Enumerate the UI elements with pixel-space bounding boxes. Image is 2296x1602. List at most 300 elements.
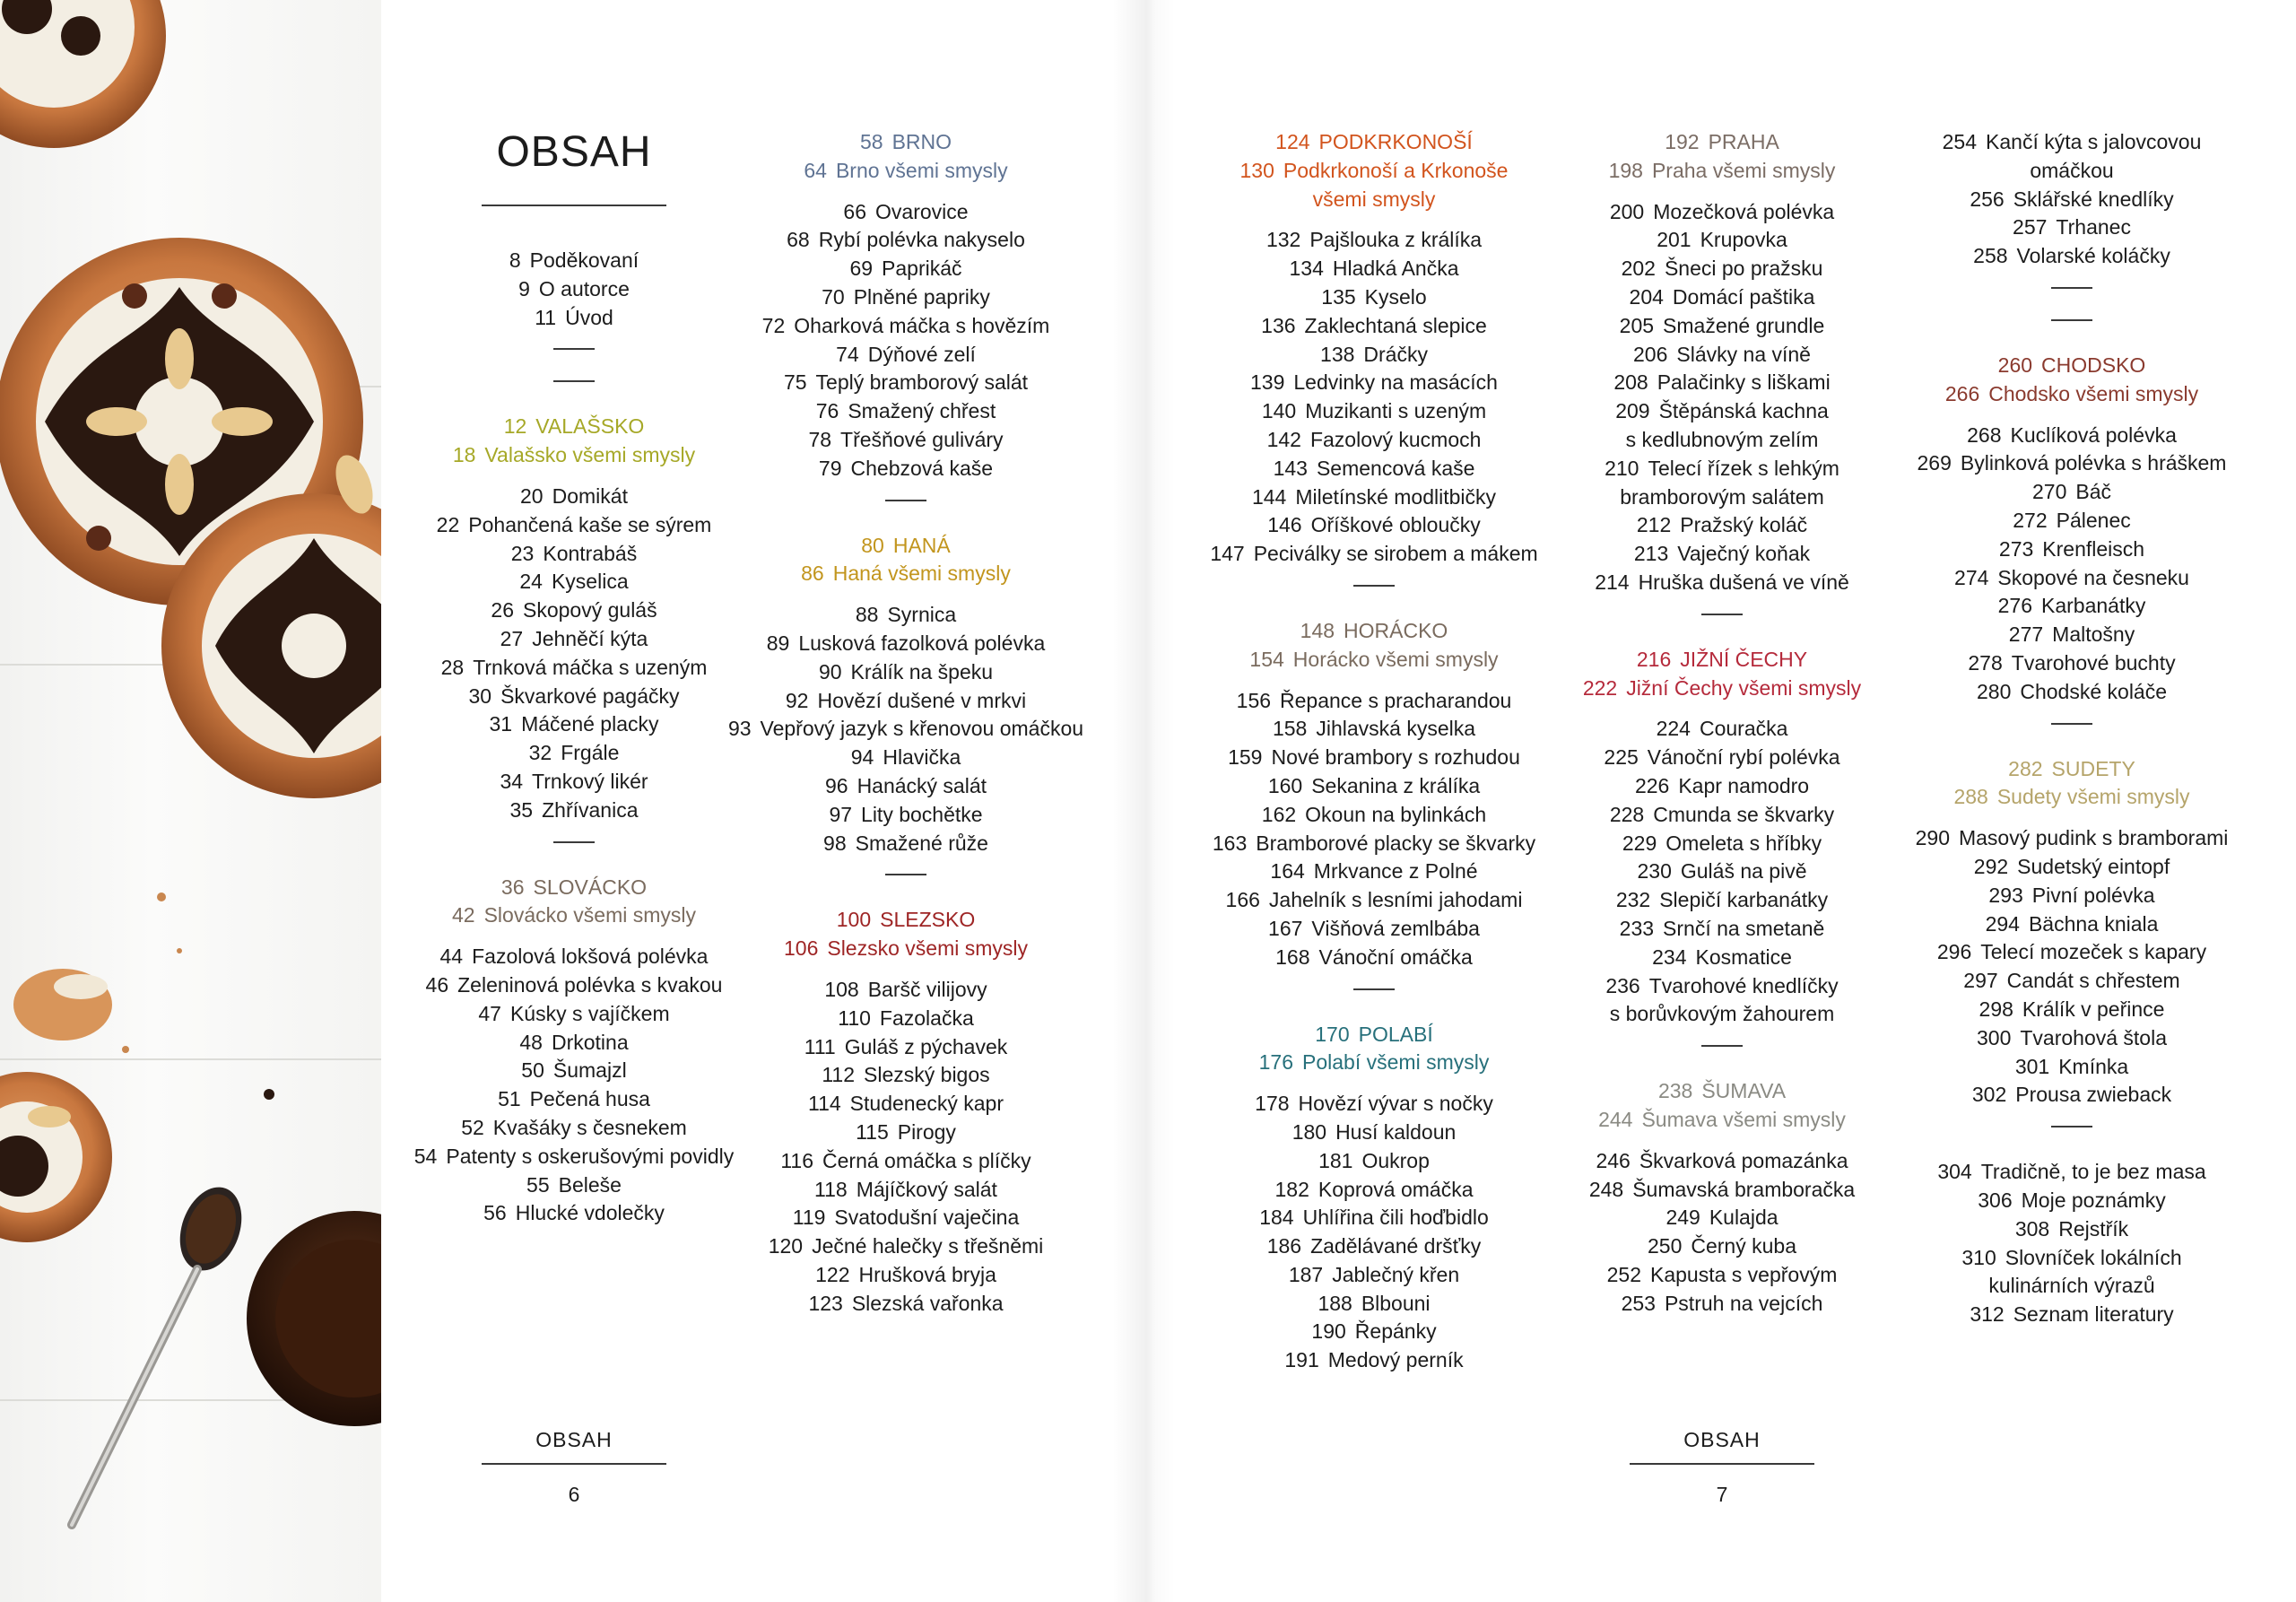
section-divider — [553, 841, 595, 843]
toc-entry — [1177, 1232, 1571, 1261]
toc-entry — [709, 397, 1103, 426]
toc-entry — [1177, 540, 1571, 569]
toc-entry — [1177, 1090, 1571, 1119]
toc-entry — [1525, 283, 1919, 312]
page-ref-number: 97 — [829, 802, 853, 826]
toc-entry — [1177, 1204, 1571, 1232]
entry-title: Pirogy — [897, 1119, 956, 1144]
page-ref-number: 75 — [783, 370, 807, 395]
page-ref-number: 176 — [1258, 1050, 1294, 1075]
entry-title: SUDETY — [2051, 756, 2135, 780]
page-ref-number: 100 — [836, 908, 872, 932]
title-rule — [482, 205, 666, 206]
toc-entry — [1525, 801, 1919, 830]
page-ref-number: 184 — [1259, 1206, 1294, 1230]
region-section — [1874, 755, 2269, 1110]
section-divider — [1353, 585, 1395, 587]
toc-entry — [709, 1061, 1103, 1090]
toc-entry — [1177, 886, 1571, 915]
entry-title: Kúsky s vajíčkem — [509, 1001, 670, 1025]
page-ref-number: 310 — [1961, 1245, 1996, 1269]
entry-title: Ječné halečky s třešněmi — [812, 1234, 1044, 1258]
page-ref-number: 200 — [1609, 199, 1645, 223]
toc-entry — [1525, 1290, 1919, 1319]
page-ref-number: 273 — [1998, 536, 2034, 561]
entry-title: Máčené placky — [521, 712, 659, 736]
entry-title: Muzikanti s uzeným — [1305, 399, 1487, 423]
toc-entry — [1177, 1290, 1571, 1319]
entry-title: Zadělávané dršťky — [1310, 1234, 1482, 1258]
page-ref-number: 300 — [1976, 1025, 2012, 1049]
toc-entry — [1177, 801, 1571, 830]
entry-title: Třešňové guliváry — [840, 427, 1004, 451]
page-ref-number: 130 — [1239, 158, 1274, 182]
entry-title: Pajšlouka z králíka — [1309, 228, 1483, 252]
entry-title: Palačinky s liškami — [1657, 370, 1831, 395]
toc-entry — [709, 1261, 1103, 1290]
page-ref-number: 236 — [1605, 973, 1640, 997]
entry-title: Černý kuba — [1691, 1234, 1796, 1258]
toc-entry — [1874, 478, 2269, 507]
page-ref-number: 135 — [1321, 284, 1356, 309]
toc-entry — [1874, 853, 2269, 882]
toc-entry — [1525, 1000, 1919, 1029]
entry-title: Jižní Čechy všemi smysly — [1626, 675, 1862, 700]
toc-entry — [1525, 915, 1919, 944]
entry-title: Medový perník — [1327, 1348, 1464, 1372]
toc-entry — [1177, 455, 1571, 483]
page-ref-number: 304 — [1937, 1160, 1972, 1184]
region-heading — [1177, 1021, 1571, 1049]
entry-title: Šumajzl — [552, 1058, 627, 1083]
toc-entry — [1874, 824, 2269, 853]
entry-title: Zaklechtaná slepice — [1304, 313, 1487, 337]
entry-title: Lity bochětke — [861, 802, 983, 826]
entry-title: Kontrabáš — [543, 541, 638, 565]
toc-entry — [1874, 967, 2269, 996]
page-ref-number: 56 — [483, 1201, 507, 1225]
page-ref-number: 228 — [1609, 802, 1645, 826]
page-ref-number: 312 — [1970, 1302, 2005, 1327]
entry-title: Slezská vařonka — [851, 1291, 1004, 1315]
entry-title: Jehněčí kýta — [532, 626, 648, 650]
page-ref-number: 42 — [451, 903, 475, 927]
page-ref-number: 269 — [1917, 451, 1952, 475]
region-subheading — [1525, 1106, 1919, 1135]
page-ref-number: 258 — [1973, 244, 2008, 268]
book-gutter — [1112, 0, 1175, 1602]
toc-entry — [1177, 283, 1571, 312]
entry-title: Syrnica — [887, 603, 957, 627]
toc-entry — [1525, 772, 1919, 801]
entry-title: Hanácký salát — [857, 773, 987, 797]
page-ref-number: 224 — [1656, 717, 1691, 741]
toc-entry — [1177, 858, 1571, 886]
entry-title: kulinárních výrazů — [1988, 1274, 2155, 1298]
entry-title: Seznam literatury — [2013, 1302, 2174, 1327]
entry-title: Smažené grundle — [1663, 313, 1825, 337]
toc-entry — [709, 369, 1103, 397]
region-section — [1525, 646, 1919, 1029]
entry-title: Krenfleisch — [2042, 536, 2145, 561]
page-ref-number: 34 — [500, 769, 524, 793]
page-ref-number: 210 — [1605, 456, 1639, 480]
entry-title: Semencová kaše — [1316, 456, 1475, 480]
entry-title: Vánoční omáčka — [1318, 945, 1473, 969]
toc-entry — [1525, 540, 1919, 569]
entry-title: Svatodušní vaječina — [834, 1206, 1020, 1230]
entry-title: Tvarohová štola — [2020, 1025, 2167, 1049]
region-heading — [709, 128, 1103, 157]
entry-title: Fazolová lokšová polévka — [472, 945, 709, 969]
entry-title: Kančí kýta s jalovcovou — [1986, 130, 2202, 153]
toc-entry — [1874, 128, 2269, 157]
heading-gap — [1177, 675, 1571, 687]
region-subheading — [1177, 1049, 1571, 1077]
entry-title: Slovácko všemi smysly — [483, 903, 697, 927]
page-ref-number: 114 — [808, 1092, 841, 1116]
toc-entry — [1177, 944, 1571, 972]
page-ref-number: 123 — [808, 1291, 843, 1315]
toc-entry — [709, 198, 1103, 227]
toc-entry — [1874, 592, 2269, 621]
entry-title: Hladká Ančka — [1332, 257, 1459, 281]
page-ref-number: 216 — [1636, 647, 1672, 671]
entry-title: POLABÍ — [1358, 1022, 1433, 1046]
region-subheading-cont: všemi smysly — [1312, 187, 1436, 211]
entry-title: s kedlubnovým zelím — [1625, 427, 1819, 451]
entry-title: Uhlířina čili hoďbidlo — [1302, 1206, 1489, 1230]
entry-title: Šumava všemi smysly — [1641, 1107, 1846, 1131]
page-ref-number: 143 — [1273, 456, 1308, 480]
page-ref-number: 260 — [1997, 353, 2033, 377]
entry-title: Řepánky — [1354, 1319, 1437, 1344]
entry-title: Domikát — [552, 483, 628, 508]
section-divider — [2051, 723, 2092, 725]
region-heading — [1874, 352, 2269, 380]
section-divider — [1701, 614, 1743, 615]
entry-title: Vepřový jazyk s křenovou omáčkou — [760, 717, 1084, 741]
section-divider — [1701, 1045, 1743, 1047]
page-ref-number: 250 — [1648, 1234, 1683, 1258]
page-ref-number: 170 — [1315, 1022, 1350, 1046]
page-ref-number: 68 — [787, 228, 810, 252]
food-photo — [0, 0, 381, 1602]
toc-entry — [1177, 397, 1571, 426]
entry-title: Rejstřík — [2058, 1216, 2129, 1241]
toc-entry — [1177, 483, 1571, 512]
entry-title: Polabí všemi smysly — [1302, 1050, 1490, 1075]
region-section — [1177, 1021, 1571, 1376]
entry-title: Sklářské knedlíky — [2013, 187, 2174, 211]
entry-title: s borůvkovým žahourem — [1609, 1002, 1835, 1026]
region-heading — [1525, 646, 1919, 675]
page-ref-number: 144 — [1251, 484, 1287, 509]
page-ref-number: 28 — [440, 655, 465, 679]
entry-title: Zeleninová polévka s kvakou — [457, 972, 723, 997]
page-ref-number: 232 — [1615, 888, 1651, 912]
entry-title: Kapusta s vepřovým — [1650, 1262, 1838, 1286]
section-divider — [2051, 319, 2092, 321]
entry-title: Sekanina z králíka — [1311, 773, 1481, 797]
entry-title: Tvarohové knedlíčky — [1648, 973, 1839, 997]
page-ref-number: 180 — [1292, 1119, 1327, 1144]
toc-entry — [1525, 744, 1919, 772]
toc-entry — [1525, 341, 1919, 370]
section-divider — [885, 874, 926, 875]
entry-title: Oukrop — [1361, 1148, 1430, 1172]
page-ref-number: 190 — [1311, 1319, 1346, 1344]
entry-title: Vánoční rybí polévka — [1647, 745, 1840, 770]
entry-title: Štěpánská kachna — [1658, 399, 1829, 423]
toc-entry — [1177, 226, 1571, 255]
region-subheading — [1177, 157, 1571, 186]
page-ref-number: 147 — [1210, 542, 1245, 566]
page-ref-number: 192 — [1665, 130, 1700, 153]
entry-title: Telecí mozeček s kapary — [1980, 940, 2207, 964]
toc-entry — [1177, 1318, 1571, 1346]
entry-title: Omeleta s hříbky — [1665, 831, 1822, 855]
page-ref-number: 110 — [838, 1006, 871, 1030]
toc-entry — [1525, 1261, 1919, 1290]
entry-title: Slávky na víně — [1676, 342, 1811, 366]
entry-title: Slovníček lokálních — [2005, 1245, 2182, 1269]
page-ref-number: 111 — [804, 1034, 836, 1058]
toc-entry — [709, 1290, 1103, 1319]
entry-title: JIŽNÍ ČECHY — [1680, 647, 1808, 671]
page-ref-number: 292 — [1973, 854, 2009, 878]
entry-title: Okoun na bylinkách — [1305, 802, 1487, 826]
toc-entry — [709, 312, 1103, 341]
entry-title: Višňová zemlbába — [1311, 916, 1480, 940]
toc-entry — [1525, 226, 1919, 255]
page-ref-number: 120 — [768, 1234, 804, 1258]
page-ref-number: 154 — [1249, 647, 1284, 671]
toc-entry — [1874, 910, 2269, 939]
page-ref-number: 27 — [500, 626, 524, 650]
page-ref-number: 54 — [413, 1144, 438, 1168]
entry-title: SLEZSKO — [880, 908, 976, 932]
page-ref-number: 238 — [1657, 1079, 1693, 1103]
toc-entry — [1874, 1244, 2269, 1273]
entry-title: Kuclíková polévka — [2010, 422, 2177, 447]
entry-title: Praha všemi smysly — [1651, 158, 1836, 182]
left-footer — [457, 1428, 691, 1507]
page-ref-number: 282 — [2008, 756, 2043, 780]
page-ref-number: 48 — [519, 1030, 543, 1054]
entry-title: Trnkový likér — [532, 769, 648, 793]
entry-title: Oříškové oblоučky — [1310, 513, 1481, 537]
page-ref-number: 166 — [1225, 888, 1260, 912]
page-ref-number: 167 — [1268, 916, 1303, 940]
entry-title: Beleše — [558, 1172, 622, 1197]
toc-entry — [1874, 1024, 2269, 1053]
entry-title: Couračka — [1699, 717, 1788, 741]
toc-column-3 — [1177, 128, 1571, 1375]
toc-entry — [709, 772, 1103, 801]
entry-title: Chodské koláče — [2020, 679, 2168, 703]
toc-entry — [1874, 1158, 2269, 1187]
entry-title: Tradičně, to je bez masa — [1980, 1160, 2206, 1184]
region-subheading — [1874, 783, 2269, 812]
page-ref-number: 12 — [503, 414, 527, 439]
entry-title: Blbouni — [1361, 1291, 1431, 1315]
entry-title: Nové brambory s rozhudou — [1271, 745, 1520, 770]
entry-title: Sudety všemi smysly — [1996, 785, 2190, 809]
toc-entry — [1525, 858, 1919, 886]
toc-entry — [1177, 915, 1571, 944]
page-ref-number: 301 — [2014, 1054, 2050, 1078]
entry-title: Domácí paštika — [1672, 284, 1815, 309]
page-ref-number: 44 — [439, 945, 464, 969]
region-section — [1525, 1077, 1919, 1318]
page-ref-number: 30 — [468, 683, 492, 708]
toc-entry — [709, 255, 1103, 283]
right-footer — [1605, 1428, 1839, 1507]
page-ref-number: 230 — [1637, 859, 1672, 884]
page-ref-number: 244 — [1598, 1107, 1633, 1131]
page-ref-number: 204 — [1629, 284, 1664, 309]
toc-entry — [1525, 944, 1919, 972]
entry-title: Bächna kniala — [2028, 911, 2159, 936]
toc-entry — [1874, 422, 2269, 450]
entry-title: Karbanátky — [2041, 594, 2146, 618]
section-divider — [1353, 988, 1395, 990]
heading-gap — [1525, 702, 1919, 715]
page-ref-number: 132 — [1265, 228, 1301, 252]
page-ref-number: 294 — [1985, 911, 2020, 936]
page-ref-number: 92 — [785, 688, 809, 712]
entry-title: Srnčí na smetaně — [1663, 916, 1825, 940]
page-ref-number: 8 — [509, 248, 521, 272]
toc-column-2 — [709, 128, 1103, 1318]
entry-title: Sudetský eintopf — [2017, 854, 2170, 878]
region-heading — [709, 906, 1103, 935]
toc-entry — [1525, 715, 1919, 744]
entry-title: Slezsko všemi smysly — [827, 936, 1029, 961]
page-number: 6 — [568, 1483, 580, 1506]
toc-entry — [1525, 369, 1919, 397]
toc-entry — [709, 801, 1103, 830]
heading-gap — [1874, 812, 2269, 824]
toc-entry — [1177, 1147, 1571, 1176]
toc-entry — [1874, 449, 2269, 478]
region-section — [1177, 617, 1571, 972]
entry-title: Chebzová kaše — [850, 456, 994, 480]
page-ref-number: 9 — [518, 276, 530, 300]
entry-title: Brno všemi smysly — [835, 158, 1008, 182]
page-ref-number: 233 — [1619, 916, 1655, 940]
entry-title: Šumavská bramboračka — [1632, 1177, 1856, 1201]
entry-title: Zhřívanica — [542, 797, 639, 822]
entry-title: CHODSKO — [2041, 353, 2146, 377]
page-ref-number: 306 — [1978, 1188, 2013, 1212]
entry-title: Poděkovaní — [529, 248, 639, 272]
page-ref-number: 70 — [822, 284, 845, 309]
entry-title: Volarské koláčky — [2016, 244, 2170, 268]
page-ref-number: 72 — [761, 313, 786, 337]
entry-title: ŠUMAVA — [1701, 1079, 1787, 1103]
page-ref-number: 206 — [1633, 342, 1668, 366]
page-ref-number: 108 — [824, 977, 859, 1001]
page-ref-number: 146 — [1267, 513, 1302, 537]
toc-entry — [1874, 213, 2269, 242]
page-ref-number: 181 — [1318, 1148, 1353, 1172]
entry-title: Pálenec — [2056, 508, 2131, 532]
page-ref-number: 208 — [1613, 370, 1648, 395]
entry-title: Hovězí dušené v mrkvi — [817, 688, 1027, 712]
region-subheading — [1525, 157, 1919, 186]
region-section — [1525, 128, 1919, 597]
page-ref-number: 80 — [861, 533, 884, 557]
toc-entry — [1177, 744, 1571, 772]
page-ref-number: 96 — [824, 773, 848, 797]
entry-title: Hruška dušená ve víně — [1638, 570, 1849, 594]
region-heading — [1177, 617, 1571, 646]
toc-entry — [709, 601, 1103, 630]
heading-gap — [709, 963, 1103, 976]
toc-entry — [1525, 198, 1919, 227]
toc-entry — [709, 630, 1103, 658]
page-ref-number: 188 — [1318, 1291, 1352, 1315]
entry-title: Hlavička — [883, 745, 961, 770]
page-ref-number: 106 — [783, 936, 819, 961]
toc-entry — [709, 1232, 1103, 1261]
region-section — [709, 906, 1103, 1318]
page-title: OBSAH — [496, 128, 652, 176]
toc-entry — [1177, 511, 1571, 540]
toc-entry — [1874, 507, 2269, 535]
region-subheading — [709, 560, 1103, 588]
entry-title: Rybí polévka nakyselo — [818, 228, 1025, 252]
page-ref-number: 186 — [1266, 1234, 1302, 1258]
toc-entry — [1177, 1261, 1571, 1290]
entry-title: Telecí řízek s lehkým — [1648, 456, 1839, 480]
entry-title: Ovarovice — [875, 199, 969, 223]
toc-entry — [1177, 772, 1571, 801]
page-ref-number: 122 — [815, 1262, 850, 1286]
toc-entry — [1874, 1081, 2269, 1110]
heading-gap — [709, 186, 1103, 198]
page-ref-number: 136 — [1261, 313, 1296, 337]
entry-title: Šneci po pražsku — [1664, 257, 1823, 281]
page-ref-number: 76 — [815, 399, 839, 423]
entry-title: Slezský bigos — [864, 1063, 990, 1087]
entry-title: Kosmatice — [1695, 945, 1792, 969]
page-ref-number: 212 — [1636, 513, 1672, 537]
heading-gap — [1177, 213, 1571, 226]
page-ref-number: 280 — [1976, 679, 2012, 703]
entry-title: Jahelník s lesními jahodami — [1268, 888, 1523, 912]
toc-entry — [1525, 830, 1919, 858]
page-ref-number: 268 — [1967, 422, 2002, 447]
toc-entry — [1177, 1176, 1571, 1205]
region-heading — [1177, 128, 1571, 157]
toc-entry — [709, 744, 1103, 772]
toc-entry — [709, 426, 1103, 455]
page-ref-number: 249 — [1665, 1206, 1700, 1230]
toc-entry — [1525, 1232, 1919, 1261]
toc-entry — [1525, 1176, 1919, 1205]
page-ref-number: 201 — [1657, 228, 1692, 252]
page-ref-number: 213 — [1633, 542, 1669, 566]
section-divider — [2051, 287, 2092, 289]
toc-column-5 — [1874, 128, 2269, 1329]
entry-title: HANÁ — [892, 533, 951, 557]
toc-entry — [709, 226, 1103, 255]
entry-title: Dýňové zelí — [867, 342, 976, 366]
page-ref-number: 164 — [1270, 859, 1305, 884]
